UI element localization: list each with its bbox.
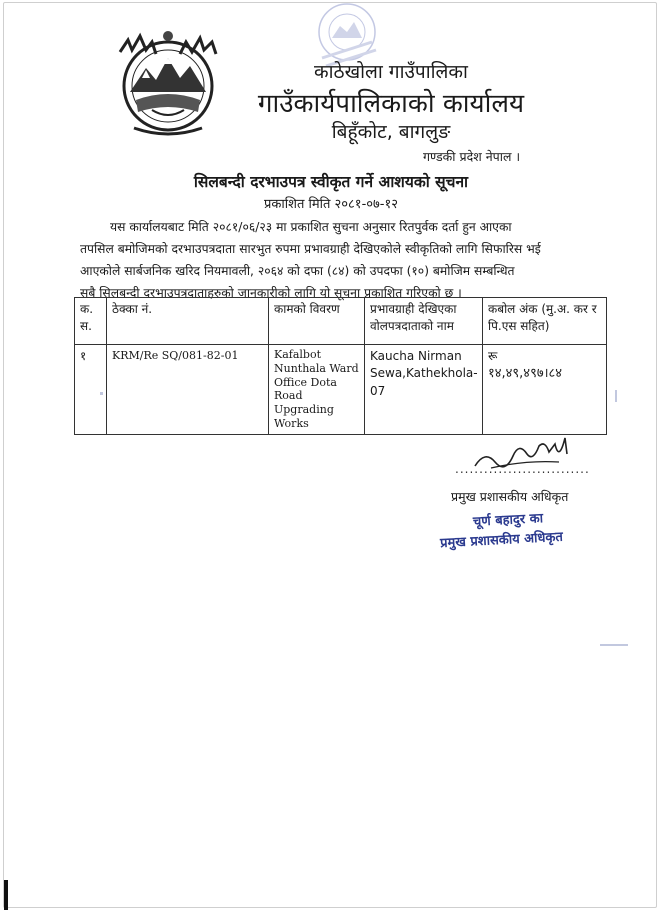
notice-body-line: तपसिल बमोजिमको दरभाउपत्रदाता सारभुत रुपमा प्रभावग्राही देखिएकोले स्वीकृतिको लागि सिफारिस भई <box>80 242 541 256</box>
cell-bidder: Kaucha Nirman Sewa,Kathekhola-07 <box>365 345 483 435</box>
cell-sn: १ <box>75 345 107 435</box>
stamp-designation: प्रमुख प्रशासकीय अधिकृत <box>439 529 564 552</box>
scan-speck <box>100 392 103 395</box>
table-header-row <box>75 298 607 345</box>
amount-prefix: रू <box>488 349 498 363</box>
table-row <box>75 345 607 435</box>
notice-body-line: आएकोले सार्बजनिक खरिद नियमावली, २०६४ को दफा (८४) को उपदफा (१०) बमोजिम सम्बन्धित <box>80 264 515 278</box>
signatory-designation: प्रमुख प्रशासकीय अधिकृत <box>451 489 569 504</box>
office-address: बिहूँकोट, बागलुङ <box>331 121 451 143</box>
scan-artifact <box>4 880 8 910</box>
cell-amount <box>483 345 607 435</box>
cell-work: Kafalbot Nunthala Ward Office Dota Road Upgrading Works <box>269 345 365 435</box>
cell-ref: KRM/Re SQ/081-82-01 <box>107 345 269 435</box>
published-date: प्रकाशित मिति २०८१-०७-१२ <box>263 197 398 212</box>
col-header-bidder: प्रभावग्राही देखिएका वोलपत्रदाताको नाम <box>365 298 483 345</box>
stamp-name: चूर्ण बहादुर का <box>472 511 544 530</box>
scan-speck <box>615 390 617 402</box>
notice-body-line: यस कार्यालयबाट मिति २०८१/०६/२३ मा प्रकाशित सुचना अनुसार रितपुर्वक दर्ता हुन आएका <box>110 220 512 234</box>
signature-line: ............................ <box>455 462 590 476</box>
notice-title: सिलबन्दी दरभाउपत्र स्वीकृत गर्ने आशयको सूचना <box>193 173 469 191</box>
scan-speck <box>600 644 628 646</box>
col-header-ref: ठेक्का नं. <box>107 298 269 345</box>
col-header-work: कामको विवरण <box>269 298 365 345</box>
province-name: गण्डकी प्रदेश नेपाल । <box>423 149 521 164</box>
municipality-name: काठेखोला गाउँपालिका <box>314 61 468 83</box>
notice-body-line: सबै सिलबन्दी दरभाउपत्रदाताहरुको जानकारीको लागि यो सूचना प्रकाशित गरिएको छ । <box>80 286 462 300</box>
col-header-sn: क. स. <box>75 298 107 345</box>
col-header-amount: कबोल अंक (मु.अ. कर र पि.एस सहित) <box>483 298 607 345</box>
bid-table <box>74 297 607 435</box>
office-name: गाउँकार्यपालिकाको कार्यालय <box>257 89 525 119</box>
amount-value: १४,४९,४९७।८४ <box>488 366 563 382</box>
